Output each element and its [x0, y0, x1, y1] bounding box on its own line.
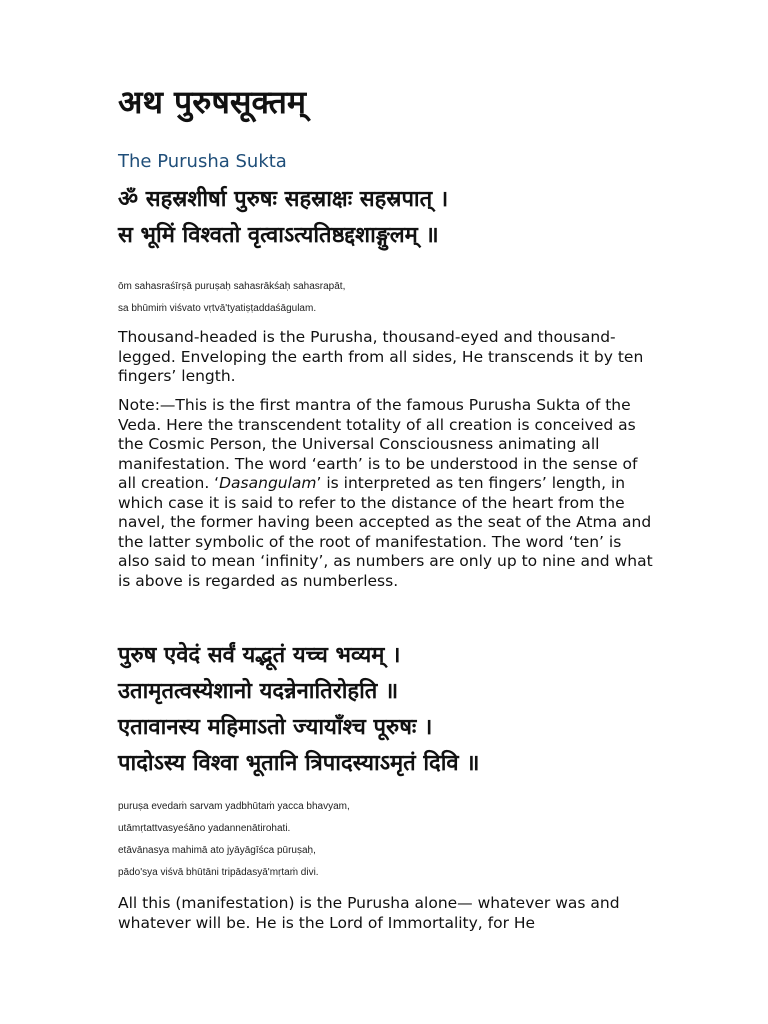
- verse1-translation: Thousand-headed is the Purusha, thousand-eyed and thousand-legged. Enveloping the earth from all sides, He transcends it by ten fingers’ length.: [118, 328, 644, 385]
- verse1-translit-line-1: ōm sahasraśīrṣā puruṣaḥ sahasrākśaḥ sahasrapāt,: [118, 281, 346, 292]
- verse2-line-3: एतावानस्य महिमाऽतो ज्यायाँश्च पूरुषः ।: [118, 715, 433, 740]
- verse1-translit-line-2: sa bhūmiṁ viśvato vṛtvā'tyatiṣṭaddaśāgulam.: [118, 303, 317, 314]
- verse2-line-4: पादोऽस्य विश्वा भूतानि त्रिपादस्याऽमृतं दिवि ॥: [118, 751, 480, 776]
- verse2-line-2: उतामृतत्वस्येशानो यदन्नेनातिरोहति ॥: [118, 679, 399, 704]
- note-part-1: Note:—This is the first mantra of the famous Purusha Sukta of the Veda. Here the transcendent totality of all creation is conceived as the Cosmic Person, the Universal Consciousness animating all manifestation. The word ‘earth’ is to be understood in the sense of all creation. ‘: [118, 396, 638, 492]
- verse1-line-1: ॐ सहस्रशीर्षा पुरुषः सहस्राक्षः सहस्रपात् ।: [118, 187, 449, 212]
- verse2-translit-line-4: pādo'sya viśvā bhūtāni tripādasyā'mṛtaṁ divi.: [118, 867, 319, 878]
- verse2-translit-line-3: etāvānasya mahimā ato jyāyāgīśca pūruṣaḥ,: [118, 845, 316, 856]
- english-title: The Purusha Sukta: [118, 151, 287, 172]
- verse2-translit-line-1: puruṣa evedaṁ sarvam yadbhūtaṁ yacca bhavyam,: [118, 801, 350, 812]
- verse2-line-1: पुरुष एवेदं सर्वं यद्भूतं यच्च भव्यम् ।: [118, 643, 401, 668]
- sanskrit-title: अथ पुरुषसूक्तम्: [118, 83, 307, 121]
- note-part-2: ’ is interpreted as ten fingers’ length, in which case it is said to refer to the distance of the heart from the navel, the former having been accepted as the seat of the Atma and the latter symbolic of the root of manifestation. The word ‘ten’ is also said to mean ‘infinity’, as numbers are only up to nine and what is above is regarded as numberless.: [118, 474, 653, 590]
- verse2-translation: All this (manifestation) is the Purusha alone— whatever was and whatever will be. He is the Lord of Immortality, for He: [118, 894, 620, 932]
- verse2-devanagari: [118, 638, 678, 782]
- note-italic-term: Dasangulam: [219, 474, 317, 492]
- verse1-note: [118, 396, 653, 591]
- verse1-line-2: स भूमिं विश्वतो वृत्वाऽत्यतिष्ठद्दशाङ्गुलम् ॥: [118, 223, 439, 248]
- verse2-translit-line-2: utāmṛtattvasyeśāno yadannenātirohati.: [118, 823, 291, 834]
- verse1-transliteration: [118, 276, 678, 320]
- verse1-devanagari: [118, 182, 678, 254]
- verse2-transliteration: [118, 796, 678, 884]
